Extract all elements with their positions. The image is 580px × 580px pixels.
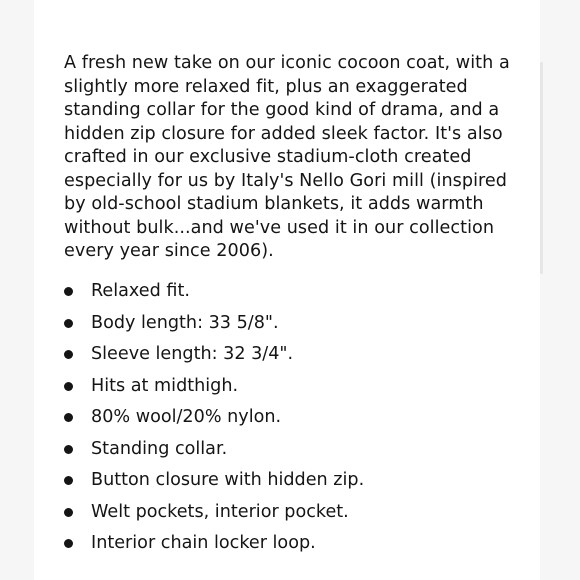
feature-item-pockets xyxy=(60,501,530,533)
bullet-icon xyxy=(64,476,73,485)
feature-list xyxy=(60,280,530,564)
scrollbar[interactable] xyxy=(540,62,543,274)
feature-text: Interior chain locker loop. xyxy=(91,533,316,553)
bullet-icon xyxy=(64,508,73,517)
bullet-icon xyxy=(64,350,73,359)
feature-item-material xyxy=(60,406,530,438)
bullet-icon xyxy=(64,413,73,422)
feature-text: Standing collar. xyxy=(91,438,228,459)
bullet-icon xyxy=(64,445,73,454)
product-description: A fresh new take on our iconic cocoon coat, with a slightly more relaxed fit, plus an exaggerated standing collar for the good kind of drama, and a hidden zip closure for added sleek factor. It's also crafted in our exclusive stadium-cloth created especially for us by Italy's Nello Gori mill (inspired by old-school stadium blankets, it adds warmth without bulk...and we've used it in our collection every year since 2006). xyxy=(64,53,510,261)
feature-text: Sleeve length: 32 3/4". xyxy=(91,344,294,364)
feature-item-hits-at-midthigh xyxy=(60,375,530,407)
feature-item-body-length xyxy=(60,312,530,344)
feature-item-standing-collar xyxy=(60,438,530,470)
feature-text: Body length: 33 5/8". xyxy=(91,312,279,333)
feature-item-sleeve-length xyxy=(60,343,530,375)
bullet-icon xyxy=(64,319,73,328)
bullet-icon xyxy=(64,539,73,548)
feature-text: Welt pockets, interior pocket. xyxy=(91,501,349,522)
feature-text: 80% wool/20% nylon. xyxy=(91,407,282,427)
feature-text: Hits at midthigh. xyxy=(91,375,239,396)
bullet-icon xyxy=(64,287,73,296)
feature-item-relaxed-fit xyxy=(60,280,530,312)
feature-text: Button closure with hidden zip. xyxy=(91,470,365,490)
feature-item-chain-locker-loop xyxy=(60,532,530,564)
feature-text: Relaxed fit. xyxy=(91,281,190,301)
bullet-icon xyxy=(64,382,73,391)
feature-item-button-closure xyxy=(60,469,530,501)
